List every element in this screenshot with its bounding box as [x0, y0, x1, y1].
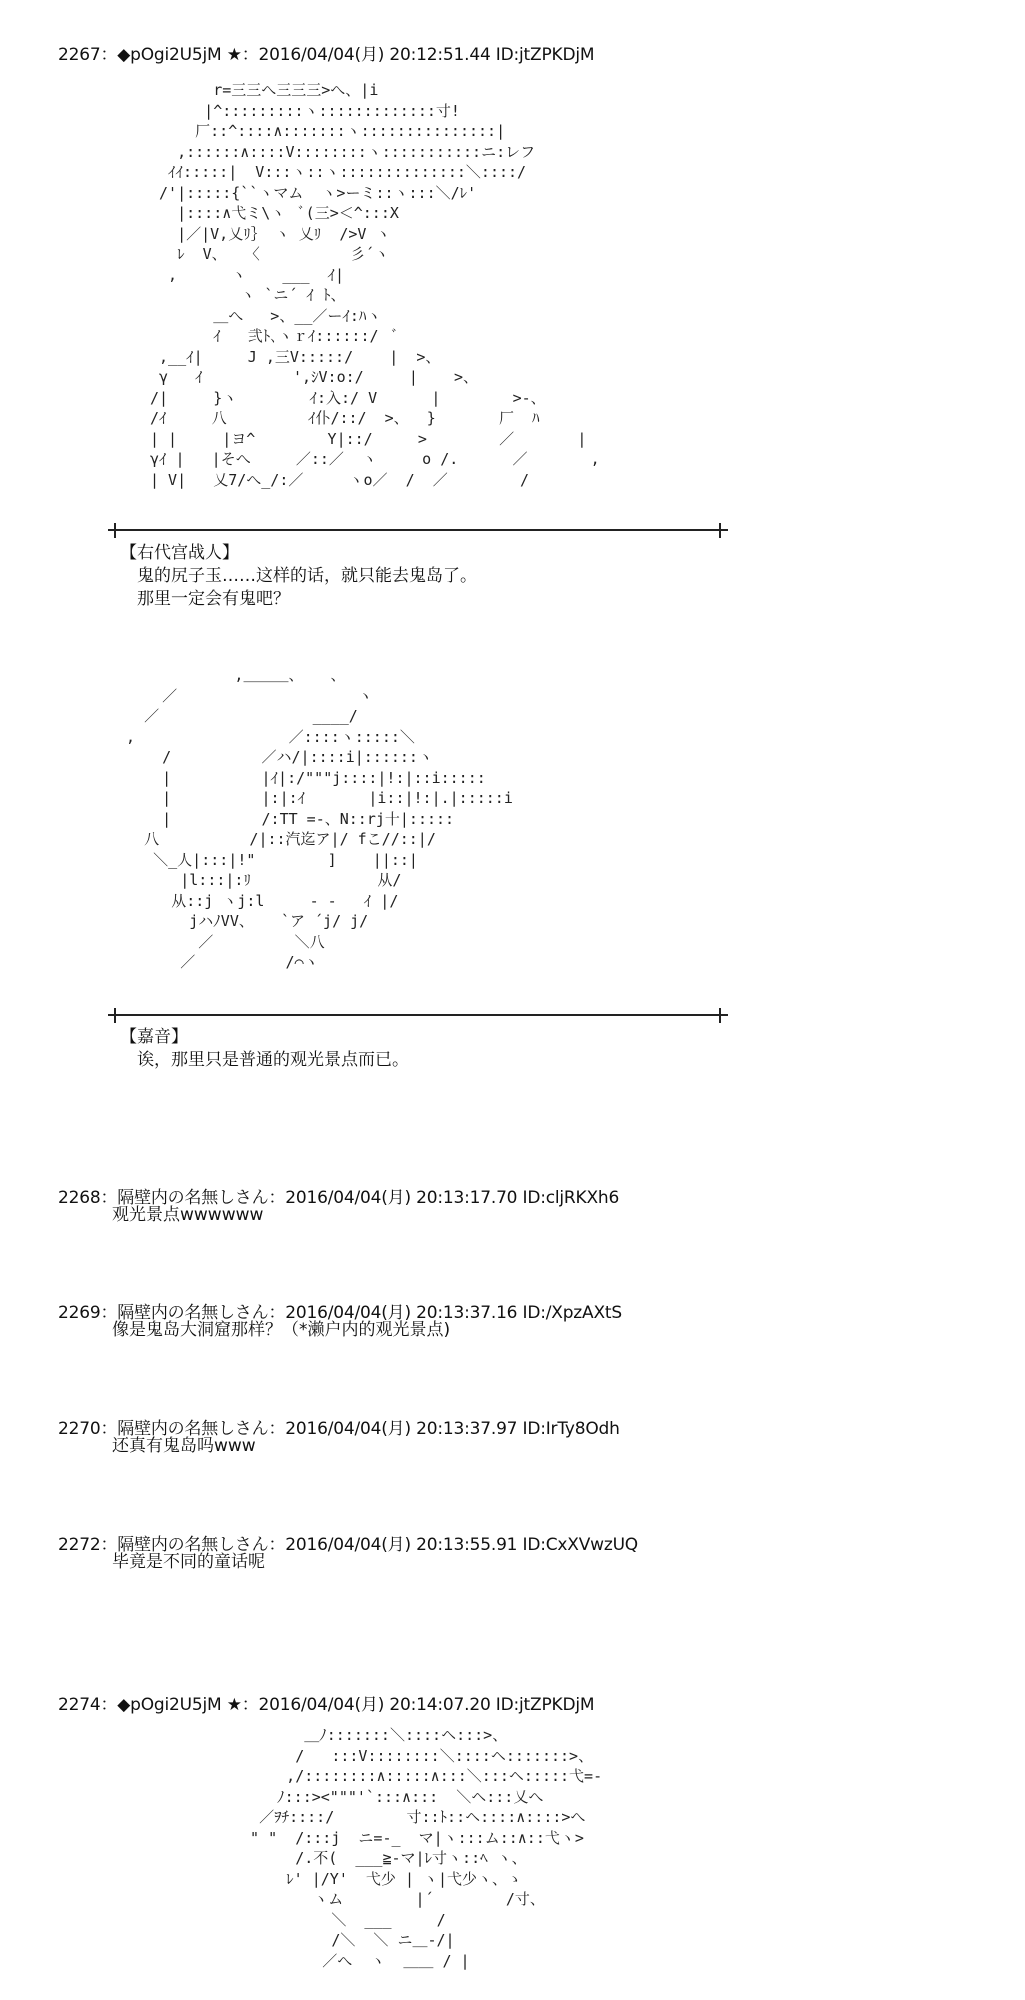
frame-rule	[115, 529, 725, 531]
post-header: 2274：◆pOgi2U5jM ★：2016/04/04(月) 20:14:07.20 ID:jtZPKDjM	[58, 1695, 595, 1715]
dialogue-block	[120, 542, 477, 611]
dialogue-block	[120, 1026, 409, 1072]
post-header: 2268：隔壁内の名無しさん：2016/04/04(月) 20:13:17.70 ID:cljRKXh6	[58, 1188, 620, 1208]
dialogue-line: 鬼的尻子玉……这样的话，就只能去鬼岛了。	[137, 566, 477, 586]
frame-corner-right	[713, 523, 728, 538]
post-body: 观光景点wwwwww	[112, 1205, 264, 1225]
dialogue-line: 诶，那里只是普通的观光景点而已。	[137, 1050, 409, 1070]
ascii-art-character: ＿ﾉ:::::::＼::::ヘ:::>、 / :::V::::::::＼::::ヘ:::::::>、 ,/::::::::∧:::::∧:::＼:::ヘ:::::弋=- ﾉ:::><"""'`:::∧::: ＼ヘ:::乂へ ／ｦﾁ::::/ 寸::ﾄ::ヘ::::∧::::>へ " " /:::j ニ=-_ マ|ヽ:::ム::∧::弋ヽ> /.不( ___≧-マ|ﾚ寸ヽ::ﾍ ヽ、 ﾚ' |/Y' 弋少 | ヽ|弋少ヽ、ゝ ヽム |´ /寸、 ＼ ___ / /＼ ＼ ニ＿-/| ／へ ヽ ＿＿ / |	[250, 1726, 603, 1970]
speaker-name: 【嘉音】	[120, 1027, 188, 1047]
post-body: 毕竟是不同的童话呢	[112, 1552, 265, 1572]
ascii-art-kanon: ,＿＿＿、 、 ／ ヽ ／ ____/ , ／::::ヽ:::::＼ / ／ハ/|::::i|::::::ヽ | |ｲ|:/"""j::::|!:|::i::::: | |:|:ｲ |i::|!:|.|:::::i | /:TT =-、N::rj十|::::: 八 /|::汽迄ア|/ fこ//::|/ ＼_人|:::|!" ] ||::| |l:::|:ﾘ 从/ 从::j ヽj:l - - ｲ |/ jハﾉVV、 `ア ´j/ j/ ／ ＼八 ／ /⌒ヽ	[126, 666, 513, 971]
post-body: 像是鬼岛大洞窟那样？（*濑户内的观光景点)	[112, 1320, 451, 1340]
post-body: 还真有鬼岛吗www	[112, 1436, 256, 1456]
speaker-name: 【右代宫战人】	[120, 543, 239, 563]
post-header: 2270：隔壁内の名無しさん：2016/04/04(月) 20:13:37.97 ID:IrTy8Odh	[58, 1419, 620, 1439]
post-header: 2267：◆pOgi2U5jM ★：2016/04/04(月) 20:12:51.44 ID:jtZPKDjM	[58, 45, 595, 65]
post-header: 2272：隔壁内の名無しさん：2016/04/04(月) 20:13:55.91 ID:CxXVwzUQ	[58, 1535, 638, 1555]
post-header: 2269：隔壁内の名無しさん：2016/04/04(月) 20:13:37.16 ID:/XpzAXtS	[58, 1303, 622, 1323]
frame-corner-right	[713, 1008, 728, 1023]
ascii-art-battler: r=三三へ三三三>へ、|i |^:::::::::ヽ:::::::::::::寸! 厂::^::::∧:::::::ヽ:::::::::::::::| ,::::::∧::::V::::::::ヽ:::::::::::ニ:レフ ｲｲ:::::| V:::ヽ::ヽ::::::::::::::＼::::/ /'|:::::{``ヽマム ヽ>ーミ::ヽ:::＼/ﾚ' |::::∧弋ミ\ヽ ﾞ(三>＜^:::X |／|V,乂ﾘ｝ ヽ 乂ﾘ />V ヽ ﾚ V、 〈 彡´ヽ , ヽ ___ ｲ| ヽ `ニ´ ｲ ﾄ、 ＿へ >、__／ーｲ:ﾊヽ ｲ 弐ﾄ､ヽｒｲ::::::/ ﾞ ,__ｲ| J ,三V:::::/ | >、 γ ｲ ',ｼV:o:/ | >、 /| }ヽ ｲ:入:/ V | >-、 /ｲ 八 ｲ仆/::/ >、 } 厂 ﾊ | | |ヨ^ Y|::/ > ／ | γｲ | |そへ ／::／ ヽ o /. ／ , | V| 乂7/へ_/:／ ヽo／ / ／ /	[150, 81, 600, 489]
frame-rule	[115, 1014, 725, 1016]
dialogue-line: 那里一定会有鬼吧？	[137, 589, 290, 609]
